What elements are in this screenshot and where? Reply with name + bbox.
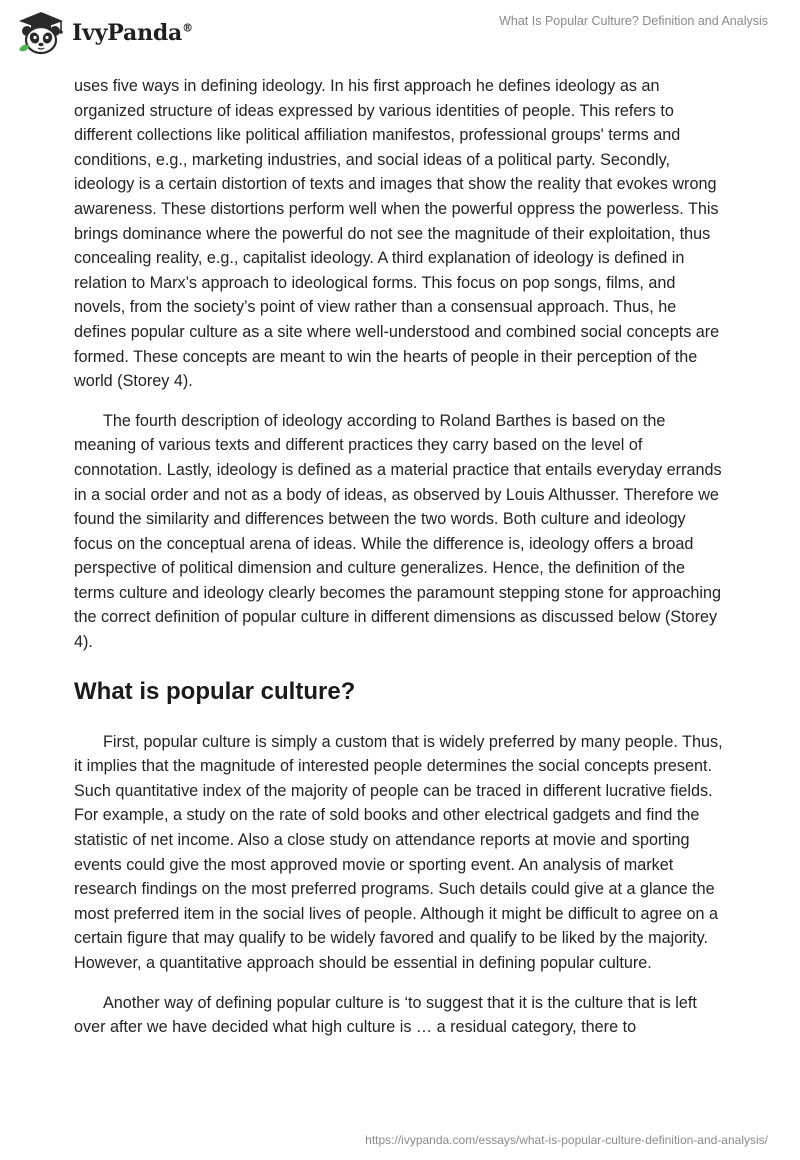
paragraph: First, popular culture is simply a custom that is widely preferred by many people. Thus, it implies that the magnitude of interested people determines the social concepts present. Such quantitative index of the majority of people can be traced in different lucrative fields. For example, a study on the rate of sold books and other electrical gadgets and find the statistic of net income. Also a close study on attendance reports at movie and sporting events could give the most approved movie or sporting event. An analysis of market research findings on the most preferred programs. Such details could give at a glance the most preferred item in the social lives of people. Although it might be difficult to agree on a certain figure that may qualify to be widely favored and qualify to be liked by the majority. However, a quantitative approach should be essential in defining popular culture. [74,732,723,972]
essay-body [74,74,726,1055]
paragraph: The fourth description of ideology according to Roland Barthes is based on the meaning of various texts and different practices they carry based on the level of connotation. Lastly, ideology is defined as a material practice that entails everyday errands in a social order and not as a body of ideas, as observed by Louis Althusser. Therefore we found the similarity and differences between the two words. Both culture and ideology focus on the conceptual arena of ideas. While the difference is, ideology offers a broad perspective of political dimension and culture generalizes. Hence, the definition of the terms culture and ideology clearly becomes the paramount stepping stone for approaching the correct definition of popular culture in different dimensions as discussed below (Storey 4). [74,411,722,652]
ivypanda-logo[interactable] [16,10,193,56]
section-heading: What is popular culture? [74,677,356,705]
paragraph: Another way of defining popular culture is ‘to suggest that it is the culture that is left over after we have decided what high culture is … a residual category, there to [74,993,697,1037]
paragraph: uses five ways in defining ideology. In his first approach he defines ideology as an organized structure of ideas expressed by various identities of people. This refers to different collections like political affiliation manifestos, professional groups' terms and conditions, e.g., marketing industries, and social ideas of a political party. Secondly, ideology is a certain distortion of texts and images that show the reality that evokes wrong awareness. These distortions perform well when the powerful oppress the powerless. This brings dominance where the powerful do not see the magnitude of their exploitation, thus concealing reality, e.g., capitalist ideology. A third explanation of ideology is defined in relation to Marx’s approach to ideological forms. This focus on pop songs, films, and novels, from the society’s point of view rather than a consensual approach. Thus, he defines popular culture as a site where well-understood and combined social concepts are formed. These concepts are meant to win the hearts of people in their perception of the world (Storey 4). [74,77,720,391]
document-title: What Is Popular Culture? Definition and Analysis [499,14,768,28]
panda-graduation-cap-icon [16,10,66,56]
logo-text: IvyPanda® [72,20,193,46]
page-header [0,0,800,70]
source-url[interactable]: https://ivypanda.com/essays/what-is-popular-culture-definition-and-analysis/ [365,1133,768,1147]
